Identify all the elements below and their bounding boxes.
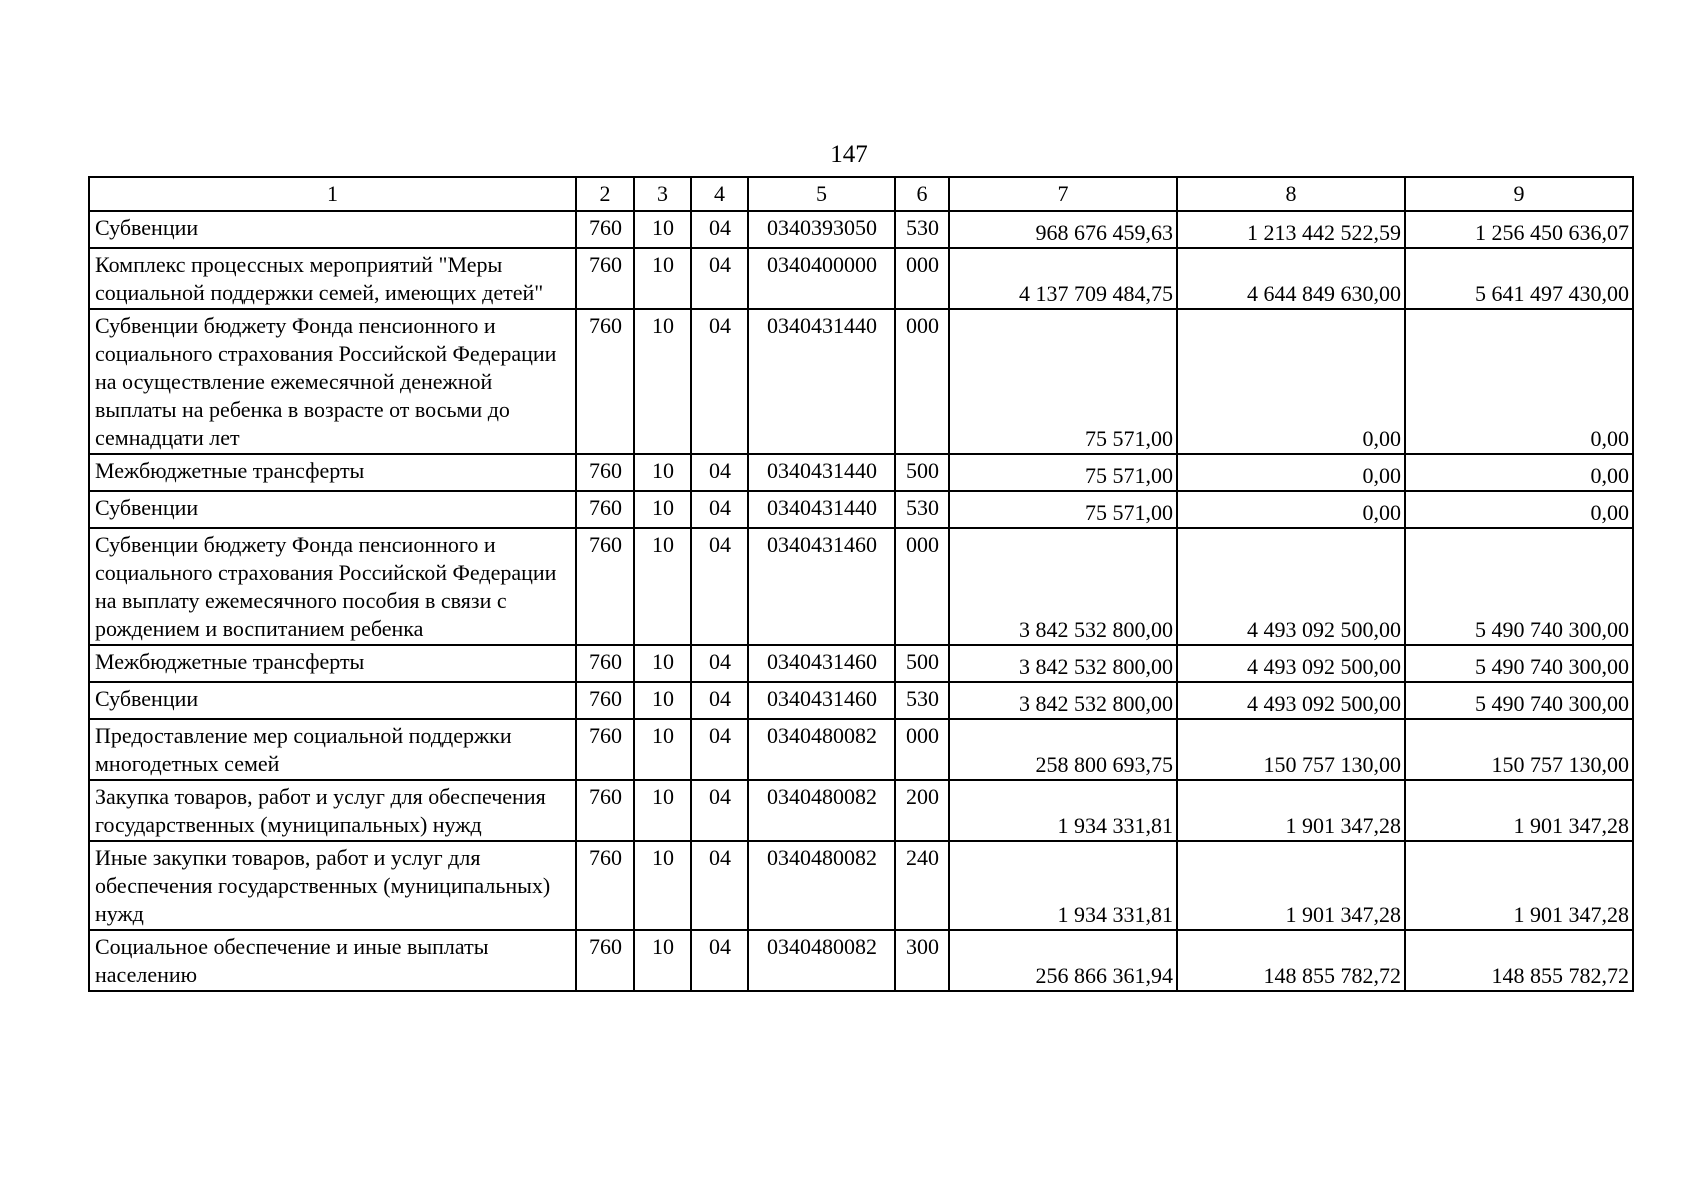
ministry-code: 760 bbox=[576, 454, 634, 491]
target-article-code: 0340480082 bbox=[748, 780, 895, 841]
expense-type-code: 000 bbox=[895, 528, 949, 645]
column-header-9: 9 bbox=[1405, 177, 1633, 211]
item-name: Предоставление мер социальной поддержки многодетных семей bbox=[89, 719, 576, 780]
amount-column-9: 1 901 347,28 bbox=[1405, 780, 1633, 841]
subsection-code: 04 bbox=[691, 491, 748, 528]
amount-column-7: 4 137 709 484,75 bbox=[949, 248, 1177, 309]
amount-column-8: 0,00 bbox=[1177, 309, 1405, 454]
table-row bbox=[89, 491, 1633, 528]
ministry-code: 760 bbox=[576, 841, 634, 930]
amount-column-7: 3 842 532 800,00 bbox=[949, 528, 1177, 645]
expense-type-code: 000 bbox=[895, 309, 949, 454]
amount-column-7: 968 676 459,63 bbox=[949, 211, 1177, 248]
ministry-code: 760 bbox=[576, 645, 634, 682]
section-code: 10 bbox=[634, 719, 691, 780]
expense-type-code: 000 bbox=[895, 248, 949, 309]
ministry-code: 760 bbox=[576, 682, 634, 719]
amount-column-8: 1 901 347,28 bbox=[1177, 780, 1405, 841]
column-header-1: 1 bbox=[89, 177, 576, 211]
column-header-3: 3 bbox=[634, 177, 691, 211]
ministry-code: 760 bbox=[576, 491, 634, 528]
section-code: 10 bbox=[634, 645, 691, 682]
ministry-code: 760 bbox=[576, 780, 634, 841]
subsection-code: 04 bbox=[691, 211, 748, 248]
item-name: Субвенции bbox=[89, 491, 576, 528]
expense-type-code: 500 bbox=[895, 645, 949, 682]
section-code: 10 bbox=[634, 841, 691, 930]
target-article-code: 0340480082 bbox=[748, 841, 895, 930]
amount-column-9: 5 490 740 300,00 bbox=[1405, 682, 1633, 719]
table-header-row bbox=[89, 177, 1633, 211]
section-code: 10 bbox=[634, 454, 691, 491]
ministry-code: 760 bbox=[576, 309, 634, 454]
amount-column-9: 0,00 bbox=[1405, 491, 1633, 528]
expense-type-code: 530 bbox=[895, 491, 949, 528]
table-row bbox=[89, 780, 1633, 841]
item-name: Межбюджетные трансферты bbox=[89, 454, 576, 491]
target-article-code: 0340431440 bbox=[748, 454, 895, 491]
ministry-code: 760 bbox=[576, 248, 634, 309]
amount-column-9: 5 641 497 430,00 bbox=[1405, 248, 1633, 309]
page-number: 147 bbox=[830, 141, 868, 168]
column-header-2: 2 bbox=[576, 177, 634, 211]
item-name: Межбюджетные трансферты bbox=[89, 645, 576, 682]
amount-column-7: 75 571,00 bbox=[949, 491, 1177, 528]
subsection-code: 04 bbox=[691, 780, 748, 841]
subsection-code: 04 bbox=[691, 309, 748, 454]
expense-type-code: 000 bbox=[895, 719, 949, 780]
amount-column-8: 150 757 130,00 bbox=[1177, 719, 1405, 780]
section-code: 10 bbox=[634, 211, 691, 248]
expense-type-code: 530 bbox=[895, 211, 949, 248]
amount-column-8: 4 644 849 630,00 bbox=[1177, 248, 1405, 309]
table-row bbox=[89, 309, 1633, 454]
expense-type-code: 240 bbox=[895, 841, 949, 930]
column-header-4: 4 bbox=[691, 177, 748, 211]
target-article-code: 0340431460 bbox=[748, 528, 895, 645]
ministry-code: 760 bbox=[576, 211, 634, 248]
amount-column-9: 0,00 bbox=[1405, 309, 1633, 454]
amount-column-7: 1 934 331,81 bbox=[949, 780, 1177, 841]
amount-column-9: 0,00 bbox=[1405, 454, 1633, 491]
amount-column-7: 75 571,00 bbox=[949, 454, 1177, 491]
table-row bbox=[89, 248, 1633, 309]
subsection-code: 04 bbox=[691, 645, 748, 682]
subsection-code: 04 bbox=[691, 454, 748, 491]
item-name: Субвенции бюджету Фонда пенсионного и социального страхования Российской Федерации на осуществление ежемесячной денежной выплаты на ребенка в возрасте от восьми до семнадцати лет bbox=[89, 309, 576, 454]
expense-type-code: 300 bbox=[895, 930, 949, 991]
item-name: Субвенции bbox=[89, 211, 576, 248]
amount-column-8: 0,00 bbox=[1177, 454, 1405, 491]
amount-column-8: 4 493 092 500,00 bbox=[1177, 645, 1405, 682]
item-name: Субвенции bbox=[89, 682, 576, 719]
amount-column-8: 148 855 782,72 bbox=[1177, 930, 1405, 991]
table-row bbox=[89, 528, 1633, 645]
section-code: 10 bbox=[634, 682, 691, 719]
amount-column-7: 3 842 532 800,00 bbox=[949, 645, 1177, 682]
amount-column-8: 1 213 442 522,59 bbox=[1177, 211, 1405, 248]
amount-column-7: 75 571,00 bbox=[949, 309, 1177, 454]
amount-column-8: 0,00 bbox=[1177, 491, 1405, 528]
item-name: Закупка товаров, работ и услуг для обеспечения государственных (муниципальных) нужд bbox=[89, 780, 576, 841]
budget-table bbox=[88, 176, 1634, 992]
item-name: Комплекс процессных мероприятий "Меры социальной поддержки семей, имеющих детей" bbox=[89, 248, 576, 309]
amount-column-9: 150 757 130,00 bbox=[1405, 719, 1633, 780]
ministry-code: 760 bbox=[576, 930, 634, 991]
table-row bbox=[89, 211, 1633, 248]
section-code: 10 bbox=[634, 248, 691, 309]
amount-column-8: 4 493 092 500,00 bbox=[1177, 528, 1405, 645]
subsection-code: 04 bbox=[691, 930, 748, 991]
amount-column-7: 3 842 532 800,00 bbox=[949, 682, 1177, 719]
ministry-code: 760 bbox=[576, 719, 634, 780]
target-article-code: 0340431460 bbox=[748, 682, 895, 719]
amount-column-9: 5 490 740 300,00 bbox=[1405, 528, 1633, 645]
section-code: 10 bbox=[634, 309, 691, 454]
target-article-code: 0340480082 bbox=[748, 719, 895, 780]
column-header-7: 7 bbox=[949, 177, 1177, 211]
section-code: 10 bbox=[634, 491, 691, 528]
table-row bbox=[89, 930, 1633, 991]
subsection-code: 04 bbox=[691, 248, 748, 309]
amount-column-9: 148 855 782,72 bbox=[1405, 930, 1633, 991]
target-article-code: 0340480082 bbox=[748, 930, 895, 991]
subsection-code: 04 bbox=[691, 719, 748, 780]
column-header-6: 6 bbox=[895, 177, 949, 211]
amount-column-7: 1 934 331,81 bbox=[949, 841, 1177, 930]
amount-column-9: 1 256 450 636,07 bbox=[1405, 211, 1633, 248]
section-code: 10 bbox=[634, 780, 691, 841]
subsection-code: 04 bbox=[691, 528, 748, 645]
amount-column-9: 5 490 740 300,00 bbox=[1405, 645, 1633, 682]
target-article-code: 0340431440 bbox=[748, 491, 895, 528]
table-row bbox=[89, 682, 1633, 719]
table-body bbox=[89, 211, 1633, 991]
amount-column-7: 256 866 361,94 bbox=[949, 930, 1177, 991]
table-row bbox=[89, 841, 1633, 930]
amount-column-8: 4 493 092 500,00 bbox=[1177, 682, 1405, 719]
target-article-code: 0340431460 bbox=[748, 645, 895, 682]
target-article-code: 0340393050 bbox=[748, 211, 895, 248]
section-code: 10 bbox=[634, 930, 691, 991]
expense-type-code: 500 bbox=[895, 454, 949, 491]
subsection-code: 04 bbox=[691, 841, 748, 930]
table-row bbox=[89, 719, 1633, 780]
expense-type-code: 530 bbox=[895, 682, 949, 719]
item-name: Субвенции бюджету Фонда пенсионного и социального страхования Российской Федерации на выплату ежемесячного пособия в связи с рождением и воспитанием ребенка bbox=[89, 528, 576, 645]
item-name: Иные закупки товаров, работ и услуг для обеспечения государственных (муниципальных) нужд bbox=[89, 841, 576, 930]
target-article-code: 0340431440 bbox=[748, 309, 895, 454]
column-header-8: 8 bbox=[1177, 177, 1405, 211]
amount-column-7: 258 800 693,75 bbox=[949, 719, 1177, 780]
table-row bbox=[89, 645, 1633, 682]
target-article-code: 0340400000 bbox=[748, 248, 895, 309]
table-row bbox=[89, 454, 1633, 491]
expense-type-code: 200 bbox=[895, 780, 949, 841]
item-name: Социальное обеспечение и иные выплаты населению bbox=[89, 930, 576, 991]
column-header-5: 5 bbox=[748, 177, 895, 211]
amount-column-8: 1 901 347,28 bbox=[1177, 841, 1405, 930]
amount-column-9: 1 901 347,28 bbox=[1405, 841, 1633, 930]
section-code: 10 bbox=[634, 528, 691, 645]
ministry-code: 760 bbox=[576, 528, 634, 645]
subsection-code: 04 bbox=[691, 682, 748, 719]
